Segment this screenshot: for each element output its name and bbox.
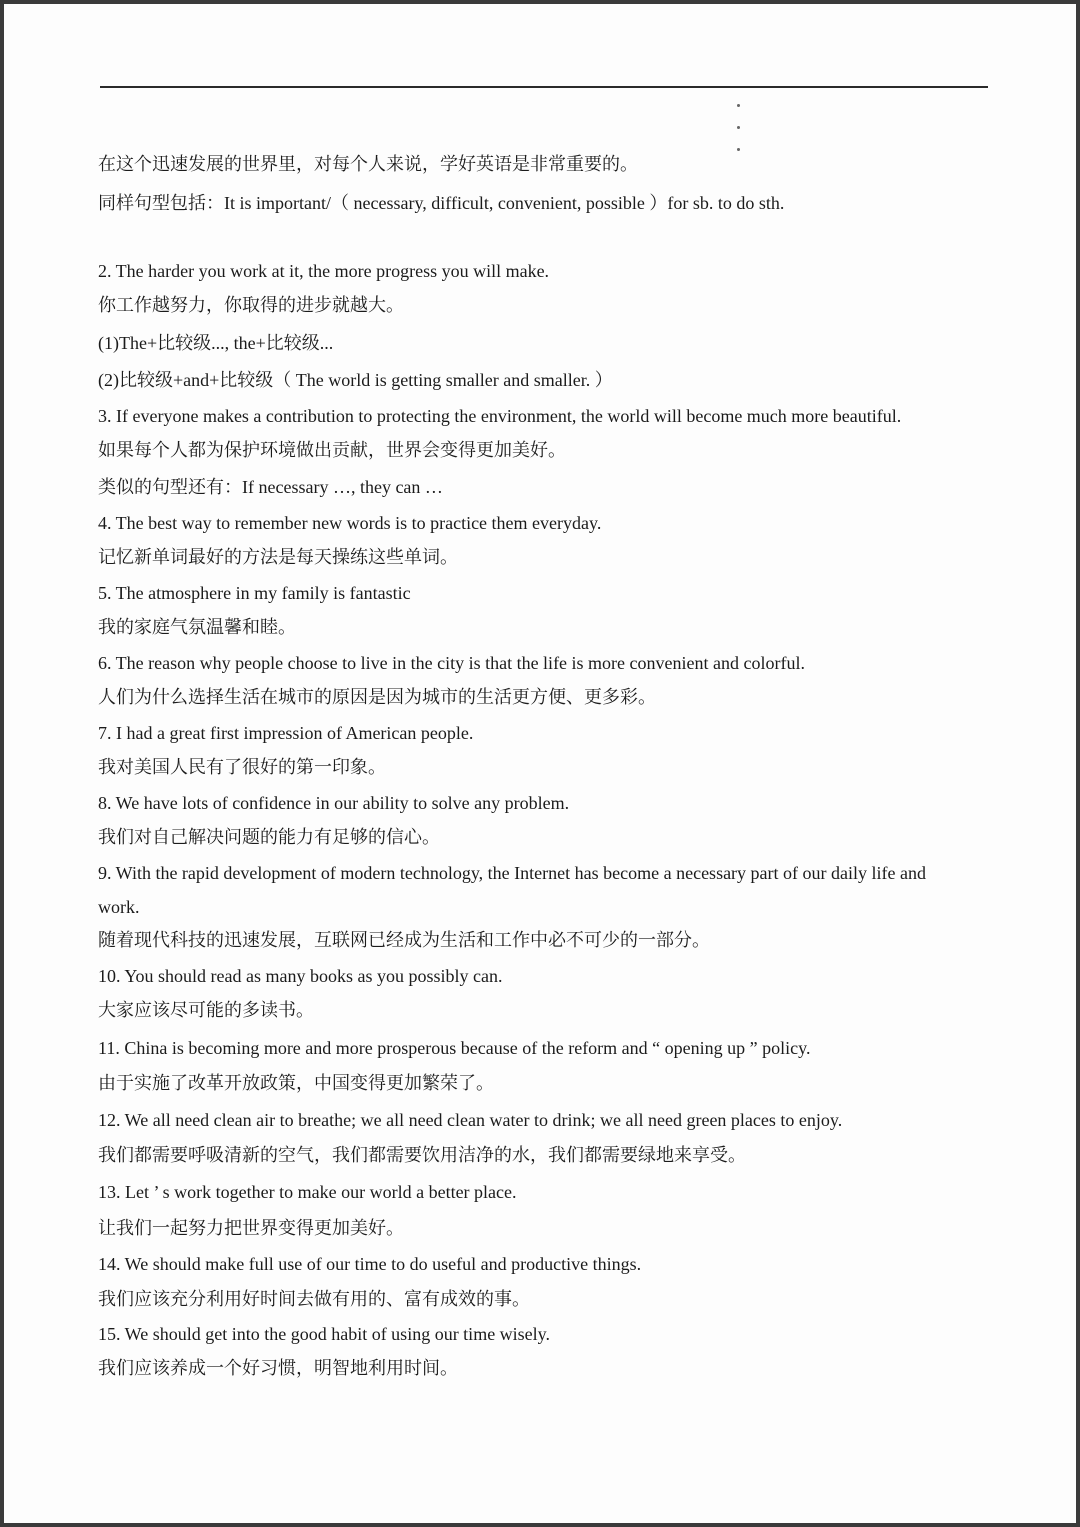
- text-line: 13. Let ’ s work together to make our world a better place.: [98, 1182, 517, 1202]
- text-line: 15. We should get into the good habit of using our time wisely.: [98, 1324, 551, 1344]
- text-line: 8. We have lots of confidence in our ability to solve any problem.: [98, 793, 570, 813]
- margin-dot: [737, 104, 740, 107]
- text-line: 6. The reason why people choose to live in the city is that the life is more convenient and colorful.: [98, 653, 805, 673]
- text-line: 大家应该尽可能的多读书。: [98, 1000, 314, 1021]
- text-line: 11. China is becoming more and more prosperous because of the reform and “ opening up ” policy.: [98, 1038, 811, 1058]
- margin-dot: [737, 148, 740, 151]
- text-line: 类似的句型还有：If necessary …, they can …: [98, 477, 443, 497]
- text-line: 2. The harder you work at it, the more progress you will make.: [98, 261, 550, 281]
- text-line: 由于实施了改革开放政策，中国变得更加繁荣了。: [98, 1073, 494, 1094]
- text-line: 7. I had a great first impression of American people.: [98, 723, 474, 743]
- text-line: 记忆新单词最好的方法是每天操练这些单词。: [98, 547, 458, 568]
- header-rule: [100, 86, 988, 88]
- text-line: 14. We should make full use of our time to do useful and productive things.: [98, 1254, 642, 1274]
- text-line: (2)比较级+and+比较级（ The world is getting smaller and smaller. ）: [98, 370, 613, 390]
- text-line: 人们为什么选择生活在城市的原因是因为城市的生活更方便、更多彩。: [98, 687, 656, 708]
- text-line: 我们应该养成一个好习惯，明智地利用时间。: [98, 1358, 458, 1379]
- text-line: 同样句型包括：It is important/（ necessary, difficult, convenient, possible ）for sb. to do sth.: [98, 193, 785, 213]
- text-line: 你工作越努力，你取得的进步就越大。: [98, 295, 404, 316]
- text-line: 4. The best way to remember new words is to practice them everyday.: [98, 513, 602, 533]
- text-line: 我们都需要呼吸清新的空气，我们都需要饮用洁净的水，我们都需要绿地来享受。: [98, 1145, 746, 1166]
- text-line: 在这个迅速发展的世界里，对每个人来说，学好英语是非常重要的。: [98, 154, 638, 175]
- text-line: 9. With the rapid development of modern technology, the Internet has become a necessary part of our daily life and: [98, 863, 926, 883]
- margin-dot: [737, 126, 740, 129]
- text-line: 12. We all need clean air to breathe; we all need clean water to drink; we all need green places to enjoy.: [98, 1110, 843, 1130]
- text-line: 我们应该充分利用好时间去做有用的、富有成效的事。: [98, 1289, 530, 1310]
- text-line: 我的家庭气氛温馨和睦。: [98, 617, 296, 638]
- text-line: work.: [98, 897, 140, 917]
- text-line: 随着现代科技的迅速发展，互联网已经成为生活和工作中必不可少的一部分。: [98, 930, 710, 951]
- text-line: (1)The+比较级..., the+比较级...: [98, 333, 334, 353]
- text-line: 3. If everyone makes a contribution to protecting the environment, the world will become much more beautiful.: [98, 406, 902, 426]
- text-line: 让我们一起努力把世界变得更加美好。: [98, 1218, 404, 1239]
- text-line: 我们对自己解决问题的能力有足够的信心。: [98, 827, 440, 848]
- text-line: 10. You should read as many books as you possibly can.: [98, 966, 503, 986]
- text-line: 我对美国人民有了很好的第一印象。: [98, 757, 386, 778]
- text-line: 5. The atmosphere in my family is fantastic: [98, 583, 411, 603]
- text-line: 如果每个人都为保护环境做出贡献，世界会变得更加美好。: [98, 440, 566, 461]
